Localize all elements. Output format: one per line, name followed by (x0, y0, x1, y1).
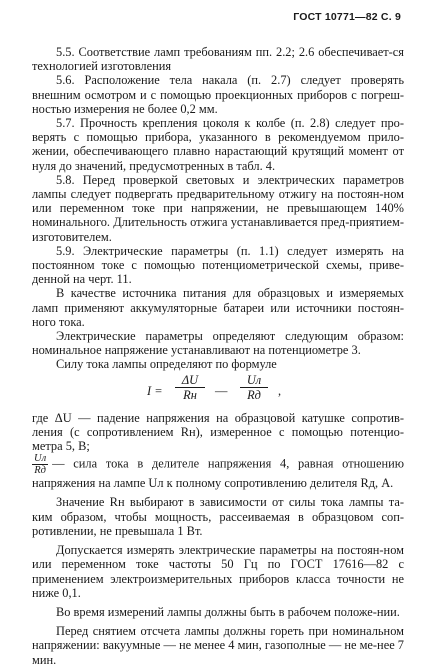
inline-fraction (32, 453, 48, 476)
paragraph-burn-time: Перед снятием отсчета лампы должны гореть при номинальном напряжении: вакуумные — не менее 4 мин, газополные — не ме-нее 7 мин. (32, 624, 404, 667)
paragraph-5-6: 5.6. Расположение тела накала (п. 2.7) следует проверять внешним осмотром и с помощью проекционных приборов с погреш-ностью измерения не более 0,2 мм. (32, 73, 404, 116)
formula-fraction-1 (175, 373, 205, 402)
paragraph-5-5: 5.5. Соответствие ламп требованиям пп. 2.2; 2.6 обеспечивает-ся технологией изготовления (32, 45, 404, 74)
paragraph-formula-intro: Силу тока лампы определяют по формуле (56, 357, 277, 372)
inline-fraction-numerator: Uл (34, 453, 47, 465)
formula-f2-numerator: Uл (240, 373, 268, 388)
formula-lhs: I = (147, 383, 163, 398)
paragraph-divider-current (32, 453, 404, 490)
paragraph-5-7: 5.7. Прочность крепления цоколя к колбе (п. 2.8) следует про-верять с помощью прибора, указанного в рекомендуемом прило-жении, обеспечивающего плавно нарастающий крутящий момент от нуля до значений, предусмотренных в табл. 4. (32, 116, 404, 173)
formula-f1-denominator: Rн (183, 387, 197, 402)
paragraph-power-source: В качестве источника питания для образцовых и измеряемых ламп применяют аккумуляторные батареи или источники постоян-ного тока. (32, 286, 404, 329)
current-formula (32, 373, 404, 409)
paragraph-5-8: 5.8. Перед проверкой световых и электрических параметров лампы следует подвергать предварительному отжигу на постоян-ном или переменном токе при напряжении, не превышающем 140% номинального. Длительность отжига устанавливается пред-приятием-изготовителем. (32, 172, 404, 244)
paragraph-rn-value: Значение Rн выбирают в зависимости от силы тока лампы та-ким образом, чтобы мощность, рассеиваемая в образцовом соп-ротивлении, не превышала 1 Вт. (32, 495, 404, 538)
paragraph-where: где ΔU — падение напряжения на образцовой катушке сопротив-ления (с сопротивлением Rн), измеренное с помощью потенцио-метра 5, В; (32, 410, 404, 454)
page-header: ГОСТ 10771—82 С. 9 (293, 11, 401, 23)
formula-comma: , (278, 383, 282, 398)
document-body (32, 45, 404, 667)
inline-fraction-denominator: Rд (34, 465, 46, 477)
paragraph-working-position: Во время измерений лампы должны быть в рабочем положе-нии. (56, 604, 400, 619)
formula-fraction-2 (240, 373, 268, 402)
paragraph-5-9: 5.9. Электрические параметры (п. 1.1) следует измерять на постоянном токе с помощью потенциометрической схемы, приве-денной на черт. 11. (32, 243, 404, 287)
paragraph-parameters: Электрические параметры определяют следующим образом: номинальное напряжение устанавливают на потенциометре 3. (32, 329, 404, 358)
divider-current-text: — сила тока в делителе напряжения 4, равная отношению напряжения на лампе Uл к полному сопротивлению делителя Rд, А. (32, 456, 404, 491)
formula-f1-numerator: ΔU (175, 373, 205, 388)
paragraph-allowed-measurement: Допускается измерять электрические параметры на постоян-ном или переменном токе частоты 50 Гц по ГОСТ 17616—82 с применением электроизмерительных приборов класса точности не ниже 0,1. (32, 543, 404, 600)
formula-f2-denominator: Rд (247, 387, 261, 402)
formula-minus: — (215, 383, 228, 398)
